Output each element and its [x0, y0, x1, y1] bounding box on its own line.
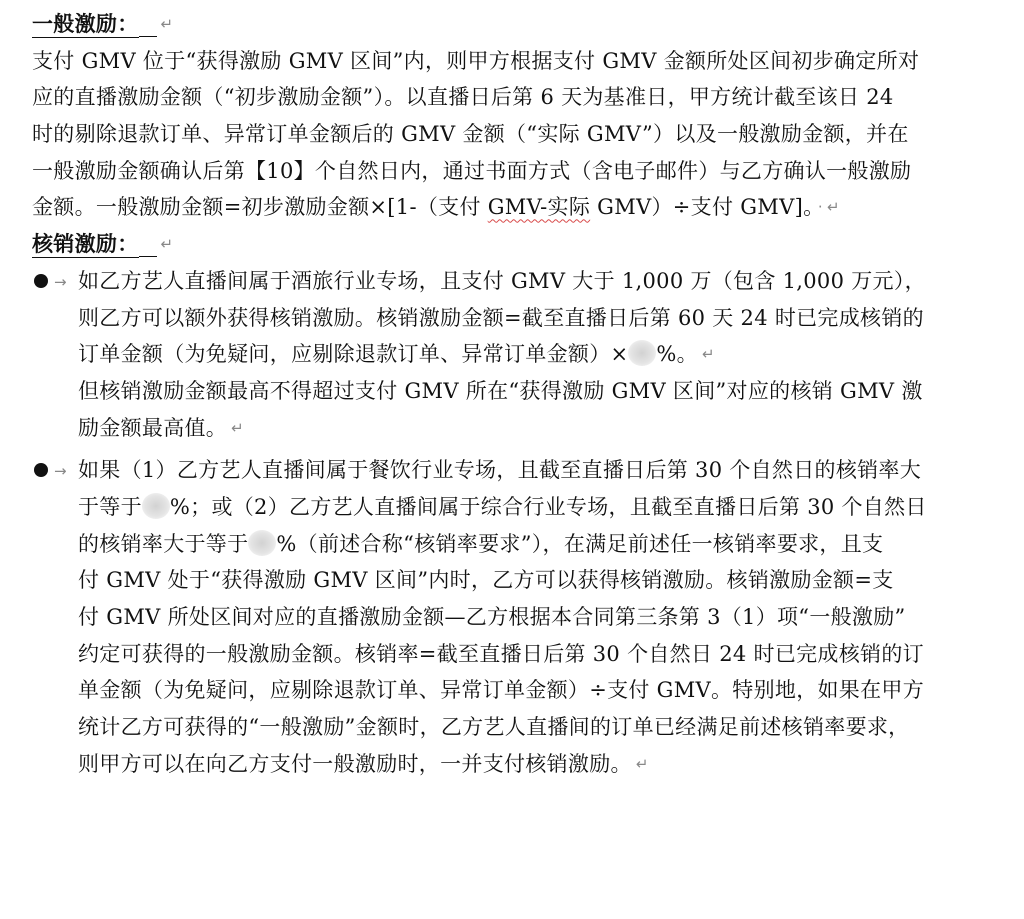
spellcheck-underline-text: GMV-实际 — [487, 195, 591, 220]
redacted-value — [628, 340, 656, 366]
heading-underline-tail — [139, 256, 157, 257]
heading-writeoff-incentive-line — [32, 226, 1000, 263]
bullet-item-1: → 如乙方艺人直播间属于酒旅行业专场，且支付 GMV 大于 1,000 万（包含 1,000 万元）， 则乙方可以额外获得核销激励。核销激励金额=截至直播日后第 60 天 24 时已完成核销的 订单金额（为免疑问，应剔除退款订单、异常订单金额）× %。 ↵ 但核销激励金额最高不得超过支付 GMV 所在“获得激励 GMV 区间”对应的核销 GMV 激 励金额最高值。 ↵ — [32, 263, 1000, 446]
paragraph-line: 时的剔除退款订单、异常订单金额后的 GMV 金额（“实际 GMV”）以及一般激励金额，并在 — [32, 122, 909, 147]
paragraph-line: 应的直播激励金额（“初步激励金额”）。以直播日后第 6 天为基准日，甲方统计截至该日 24 — [32, 85, 894, 110]
paragraph-mark-icon: ↵ — [160, 15, 174, 33]
paragraph-mark-icon: ↵ — [826, 198, 840, 217]
bullet-icon — [32, 452, 78, 489]
heading-writeoff-incentive: 核销激励： — [32, 231, 139, 257]
paragraph-mark-icon: ↵ — [701, 345, 715, 364]
tab-arrow-icon: → — [54, 462, 67, 481]
paragraph-mark-icon: ↵ — [231, 418, 244, 437]
paragraph-line: 支付 GMV 位于“获得激励 GMV 区间”内，则甲方根据支付 GMV 金额所处区间初步确定所对 — [32, 48, 920, 73]
redacted-value — [142, 493, 170, 519]
paragraph-line: 金额。一般激励金额=初步激励金额×[1-（支付 GMV-实际 GMV）÷支付 GMV]。 · ↵ — [32, 195, 840, 220]
heading-underline-tail — [139, 36, 157, 37]
bullet-item-2: → 如果（1）乙方艺人直播间属于餐饮行业专场，且截至直播日后第 30 个自然日的核销率大 于等于 %；或（2）乙方艺人直播间属于综合行业专场，且截至直播日后第 30 个自然日 的核销率大于等于 %（前述合称“核销率要求”），在满足前述任一核销率要求，且支 付 GMV 处于“获得激励 GMV 区间”内时，乙方可以获得核销激励。核销激励金额=支 付 GMV 所处区间对应的直播激励金额—乙方根据本合同第三条第 3（1）项“一般激励” 约定可获得的一般激励金额。核销率=截至直播日后第 30 个自然日 24 时已完成核销的订 单金额（为免疑问，应剔除退款订单、异常订单金额）÷支付 GMV。特别地，如果在甲方 统计乙方可获得的“一般激励”金额时，乙方艺人直播间的订单已经满足前述核销率要求， 则甲方可以在向乙方支付一般激励时，一并支付核销激励。 ↵ — [32, 452, 1000, 782]
heading-general-incentive: 一般激励： — [32, 11, 139, 36]
tab-arrow-icon: → — [54, 272, 67, 291]
redacted-value — [248, 530, 276, 556]
bullet-icon — [32, 263, 78, 300]
heading-general-incentive-line — [32, 6, 1000, 43]
paragraph-mark-icon: ↵ — [635, 754, 649, 773]
dot-mark-icon: · — [817, 198, 823, 217]
paragraph-line: 一般激励金额确认后第【10】个自然日内，通过书面方式（含电子邮件）与乙方确认一般激励 — [32, 158, 912, 183]
paragraph-mark-icon: ↵ — [160, 235, 174, 254]
